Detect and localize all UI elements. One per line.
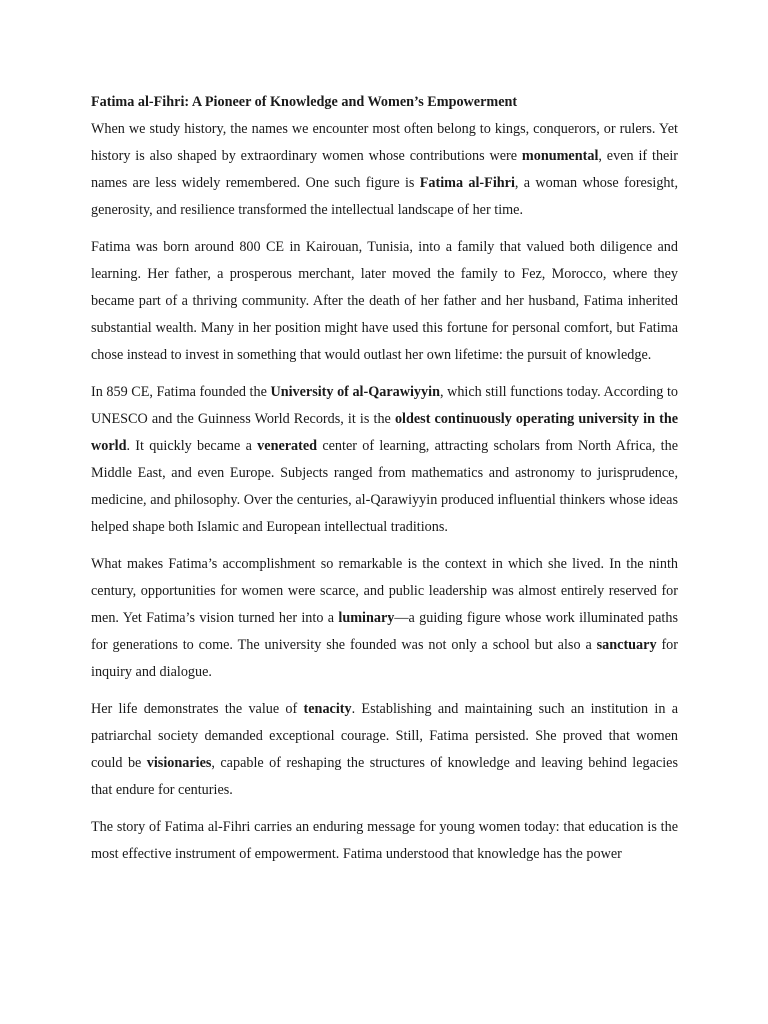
document-page xyxy=(91,92,678,868)
bold-term: venerated xyxy=(257,438,318,454)
text-run: for inquiry and dialogue. xyxy=(91,637,678,680)
paragraph-university xyxy=(91,379,678,541)
bold-term: oldest continuously operating university in the world xyxy=(91,411,679,454)
bold-term: University of al-Qarawiyyin xyxy=(270,384,440,400)
bold-term: visionaries xyxy=(146,755,212,771)
text-run: , capable of reshaping the structures of knowledge and leaving behind legacies that endure for centuries. xyxy=(91,755,678,798)
text-run: , a woman whose foresight, generosity, and resilience transformed the intellectual landscape of her time. xyxy=(91,175,678,218)
paragraph-early-life xyxy=(91,234,678,369)
bold-term: Fatima al-Fihri xyxy=(419,175,515,191)
text-run: . It quickly became a xyxy=(126,438,258,454)
paragraph-tenacity xyxy=(91,696,678,804)
text-run: In 859 CE, Fatima founded the xyxy=(91,384,271,400)
text-run: —a guiding figure whose work illuminated paths for generations to come. The university she founded was not only a school but also a xyxy=(91,610,678,653)
text-run: center of learning, attracting scholars from North Africa, the Middle East, and even Europe. Subjects ranged from mathematics and astronomy to jurisprudence, medicine, and philosophy. Over the centuries, al-Qarawiyyin produced influential thinkers whose ideas helped shape both Islamic and European intellectual traditions. xyxy=(91,438,678,535)
text-run: Her life demonstrates the value of xyxy=(91,701,304,717)
paragraph-context xyxy=(91,551,678,686)
text-run: , even if their names are less widely remembered. One such figure is xyxy=(91,148,679,191)
text-run: The story of Fatima al-Fihri carries an enduring message for young women today: that education is the most effective instrument of empowerment. Fatima understood that knowledge has the power xyxy=(91,819,678,862)
paragraph-message xyxy=(91,814,678,868)
text-run: What makes Fatima’s accomplishment so remarkable is the context in which she lived. In the ninth century, opportunities for women were scarce, and public leadership was almost entirely reserved for men. Yet Fatima’s vision turned her into a xyxy=(91,556,678,626)
document-title: Fatima al-Fihri: A Pioneer of Knowledge and Women’s Empowerment xyxy=(91,94,518,110)
text-run: , which still functions today. According to UNESCO and the Guinness World Records, it is the xyxy=(91,384,678,427)
bold-term: sanctuary xyxy=(596,637,657,653)
text-run: When we study history, the names we encounter most often belong to kings, conquerors, or rulers. Yet history is also shaped by extraordinary women whose contributions were xyxy=(91,121,678,164)
text-run: . Establishing and maintaining such an institution in a patriarchal society demanded exceptional courage. Still, Fatima persisted. She proved that women could be xyxy=(91,701,678,771)
bold-term: luminary xyxy=(338,610,395,626)
bold-term: monumental xyxy=(521,148,599,164)
text-run: Fatima was born around 800 CE in Kairouan, Tunisia, into a family that valued both diligence and learning. Her father, a prosperous merchant, later moved the family to Fez, Morocco, where they became part of a thriving community. After the death of her father and her husband, Fatima inherited substantial wealth. Many in her position might have used this fortune for personal comfort, but Fatima chose instead to invest in something that would outlast her own lifetime: the pursuit of knowledge. xyxy=(91,239,678,363)
bold-term: tenacity xyxy=(303,701,352,717)
paragraph-intro xyxy=(91,116,678,224)
